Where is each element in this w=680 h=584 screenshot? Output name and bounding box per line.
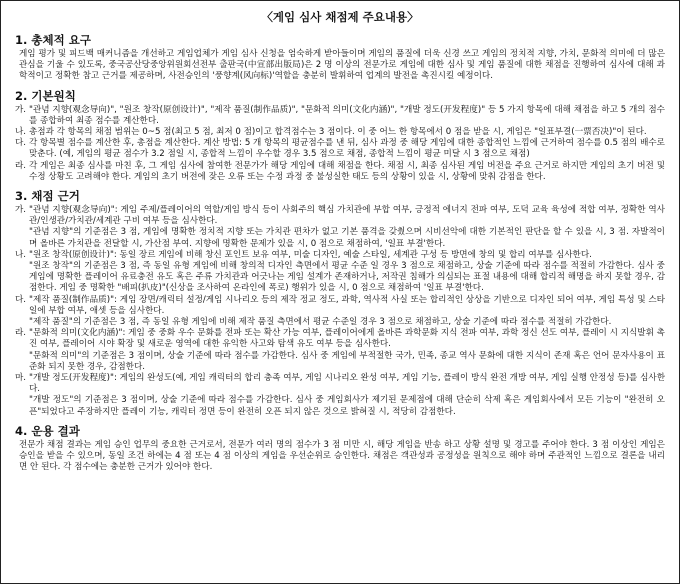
section-application-results xyxy=(15,424,665,474)
list-item xyxy=(15,105,665,127)
list-item xyxy=(15,138,665,160)
list-item-text: 각 게임은 최종 심사를 마친 후, 그 게임 심사에 참여한 전문가가 해당 게임에 대해 채점을 한다. 채점 시, 최종 심사된 게임 버전을 주요 근거로 하지만 게임의 초기 버전 및 수정 상황도 고려해야 한다. 게임의 초기 버전에 잦은 오류 또는 수정 과정 중 불성실한 태도 등의 상황이 있을 시, 상황에 맞춰 감점을 한다. xyxy=(29,160,665,182)
list-item-text: "문화적 의미(文化内涵)": 게임 중 중화 우수 문화를 전파 또는 확산 가능 여부, 플레이어에게 올바른 과학문화 지식 전파 여부, 과학 정신 선도 여부, 플레이 시 지식발휘 촉진 여부, 플레이어 시야 확장 및 새로운 영역에 대한 유익한 사고와 탐색 유도 여부 등을 심사한다. xyxy=(29,328,665,350)
section-scoring-basis xyxy=(15,189,665,418)
list-marker: 나. xyxy=(15,127,27,138)
section-heading: 1. 총체적 요구 xyxy=(15,33,91,47)
list-item-subtext: "개발 정도"의 기준점은 3 점이며, 상술 기준에 따라 점수를 가감한다. 심사 중 게임회사가 제기된 문제점에 대해 단순히 삭제 혹은 게임회사에서 모든 기능이 "완전히 오픈"되었다고 주장하지만 플레이 기능, 캐릭터 정면 등이 완전히 오픈 되지 않은 것으로 밝혀질 시, 적당히 감점한다. xyxy=(29,395,665,417)
list-item-text: "원조 창작(原创设计)": 동일 장르 게임에 비해 창신 포인트 보유 여부, 미술 디자인, 예술 스타일, 세계관 구성 등 방면에 창의 및 합리 여부를 심사한다. xyxy=(29,249,592,260)
list-item xyxy=(15,161,665,183)
list-item-text: "개발 정도(开发程度)": 게임의 완성도(예, 게임 캐릭터의 합리 충족 여부, 게임 시나리오 완성 여부, 게임 기능, 플레이 방식 완전 개방 여부, 게임 실행 안정성 등)를 심사한다. xyxy=(29,373,665,395)
section-paragraph: 전문가 채점 결과는 게임 승인 업무의 중요한 근거로서, 전문가 여러 명의 점수가 3 점 미만 시, 해당 게임을 반송 하고 상황 설명 및 경고를 주어야 한다. 3 점 이상인 게임은 승인을 받을 수 있으며, 동일 조건 하에는 4 점 또는 4 점 이상의 게임을 우선순위로 승인한다. 채점은 객관성과 공정성을 원칙으로 해야 하며 주관적인 느낌으로 결론을 내리면 안 된다. 각 점수에는 충분한 근거가 있어야 한다. xyxy=(19,439,665,473)
list-item xyxy=(15,205,665,227)
list-marker: 다. xyxy=(15,294,27,305)
list-item-subtext: "관념 지향"의 기준점은 3 점, 게임에 명확한 정치적 지향 또는 가치관 편차가 없고 기본 품격을 갖췄으며 시비선악에 대한 기본적인 판단을 할 수 있을 시, 3 점. 자발적이며 올바른 가치관을 전달할 시, 가산점 부여. 지향에 명확한 문제가 있을 시, 0 점으로 채점하여, '일표 부결'한다. xyxy=(29,227,665,249)
list-item-text: "관념 지향(观念导向)": 게임 주제/플레이어의 역할/게임 방식 등이 사회주의 핵심 가치관에 부합 여부, 긍정적 에너지 전파 여부, 도덕 교육 육성에 적합 여부, 정확한 역사관/인생관/가치관/세계관 구비 여부 등을 심사한다. xyxy=(29,205,665,227)
list-marker: 가. xyxy=(15,104,27,115)
list-marker: 나. xyxy=(15,249,27,260)
document-title: 〈게임 심사 채점제 주요내용〉 xyxy=(261,10,419,24)
list-item xyxy=(15,250,665,261)
list-item-text: 각 항목별 점수를 계산한 후, 총점을 계산한다. 계산 방법: 5 개 항목의 평균점수를 낸 뒤, 심사 과정 중 해당 게임에 대한 종합적인 느낌에 근거하여 점수를 0.5 점의 배수로 맞춘다. (예, 게임의 평균 점수가 3.2 점일 시, 종합적 느낌이 우수할 경우 3.5 점으로 채점, 종합적 느낌이 평균 미달 시 3 점으로 채점) xyxy=(29,138,665,160)
list-item xyxy=(15,328,665,350)
section-heading: 4. 운용 결과 xyxy=(15,423,80,438)
list-item-subtext: "문화적 의미"의 기준점은 3 점이며, 상술 기준에 따라 점수를 가감한다. 심사 중 게임에 부적절한 국가, 민족, 종교 역사 문화에 대한 지식이 존재 혹은 언어 문자사용이 표준화 되지 못한 경우, 감점한다. xyxy=(29,350,665,372)
section-general-requirements xyxy=(15,33,665,83)
list-item-subtext: "원조 창작"의 기준점은 3 점, 즉 동일 유형 게임에 비해 창의적 디자인 측면에서 평균 수준 일 경우 3 점으로 채점하고, 상술 기준에 따라 점수를 적절히 가감한다. 심사 중 게임에 명확한 플레이어 유료충전 유도 혹은 주류 가치관과 어긋나는 게임 설계가 존재하거나, 저작권 침해가 의심되는 표절 내용에 대해 합리적 해명을 하지 못할 경우, 감점한다. 게임 중 명확한 "배피(扒皮)"(신상을 조사하여 온라인에 폭로) 행위가 있을 시, 0 점으로 채점하여 '일표 부결'한다. xyxy=(29,261,665,294)
section-paragraph: 게임 평가 및 피드백 매커니즘을 개선하고 게임업체가 게임 심사 신청을 엄숙하게 받아들이며 게임의 품질에 더욱 신경 쓰고 게임의 정치적 지향, 가치, 문화적 의미에 더 많은 관심을 기울 수 있도록, 중국공산당중앙위원회선전부 출판국(中宣部出版局)은 2 명 이상의 전문가로 게임에 대한 심사 및 게임 품질에 대한 채점을 진행하여 심사에 대해 과학적이고 정확한 참고 근거를 제공하며, 사전승인의 '풍향계(风向标)'역할을 충분히 발휘하여 업계의 발전을 촉진시킬 예정이다. xyxy=(19,49,665,82)
list-marker: 가. xyxy=(15,205,27,216)
list-item xyxy=(15,295,665,317)
list-item xyxy=(15,127,665,138)
list-item-text: "제작 품질(制作品质)": 게임 장면/캐릭터 설정/게임 시나리오 등의 제작 정교 정도, 과학, 역사적 사실 또는 합리적인 상상을 기반으로 디자인 되어 여부, 게임 특성 및 스타일에 부합 여부, 애셋 등을 심사한다. xyxy=(29,294,665,316)
list-marker: 라. xyxy=(15,160,27,171)
list-item xyxy=(15,373,665,395)
list-item-text: 총점과 각 항목의 채점 범위는 0~5 점(최고 5 점, 최저 0 점)이고 합격점수는 3 점이다. 이 중 어느 한 항목에서 0 점을 받을 시, 게임은 "일표부결(一票否决)"이 된다. xyxy=(29,127,647,138)
list-marker: 마. xyxy=(15,373,27,384)
list-marker: 다. xyxy=(15,138,27,149)
section-basic-principles xyxy=(15,89,665,183)
section-heading: 2. 기본원칙 xyxy=(15,88,76,103)
list-item-subtext: "제작 품질"의 기준점은 3 점, 즉 동일 유형 게임에 비해 제작 품질 측면에서 평균 수준일 경우 3 점으로 채점하고, 상술 기준에 따라 점수를 적절히 가감한다. xyxy=(29,317,612,328)
list-marker: 라. xyxy=(15,328,27,339)
section-heading: 3. 채점 근거 xyxy=(15,189,80,204)
list-item-text: "관념 지향(观念导向)", "원조 창작(原创设计)", "제작 품질(制作品质)", "문화적 의미(文化内涵)", "개발 정도(开发程度)" 등 5 가지 항목에 대해 채점을 하고 5 개의 점수를 종합하여 최종 점수를 계산한다. xyxy=(29,104,665,126)
